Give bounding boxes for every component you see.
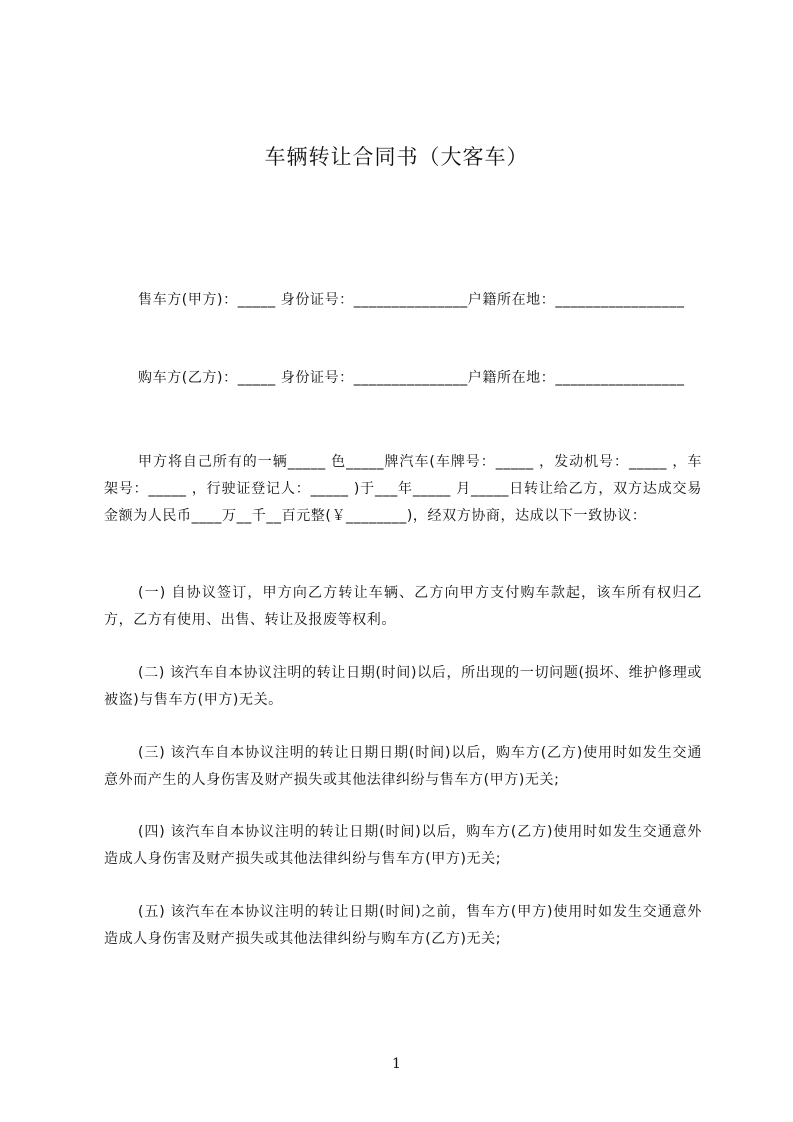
- buyer-info-line: 购车方(乙方)：_____ 身份证号：_______________户籍所在地：_________________: [138, 370, 685, 386]
- clause-3: (三) 该汽车自本协议注明的转让日期日期(时间)以后，购车方(乙方)使用时如发生交通意外而产生的人身伤害及财产损失或其他法律纠纷与售车方(甲方)无关;: [104, 745, 702, 788]
- clause-1: (一) 自协议签订，甲方向乙方转让车辆、乙方向甲方支付购车款起，该车所有权归乙方，乙方有使用、出售、转让及报废等权利。: [104, 585, 702, 628]
- seller-info-line: 售车方(甲方)：_____ 身份证号：_______________户籍所在地：_________________: [138, 292, 685, 308]
- clause-5: (五) 该汽车在本协议注明的转让日期(时间)之前，售车方(甲方)使用时如发生交通意外造成人身伤害及财产损失或其他法律纠纷与购车方(乙方)无关;: [104, 904, 702, 947]
- transfer-intro-paragraph: 甲方将自己所有的一辆_____ 色_____牌汽车(车牌号：_____ ，发动机号：_____ ，车架号：_____ ，行驶证登记人：_____ )于___年_____ 月_____日转让给乙方，双方达成交易金额为人民币____万__千__百元整(￥________)，经双方协商，达成以下一致协议：: [104, 454, 702, 524]
- page-number: 1: [392, 1056, 401, 1072]
- clause-2: (二) 该汽车自本协议注明的转让日期(时间)以后，所出现的一切问题(损坏、维护修理或被盗)与售车方(甲方)无关。: [104, 665, 702, 708]
- document-title: 车辆转让合同书（大客车）: [264, 145, 529, 169]
- clause-4: (四) 该汽车自本协议注明的转让日期(时间)以后，购车方(乙方)使用时如发生交通意外造成人身伤害及财产损失或其他法律纠纷与售车方(甲方)无关;: [104, 824, 702, 867]
